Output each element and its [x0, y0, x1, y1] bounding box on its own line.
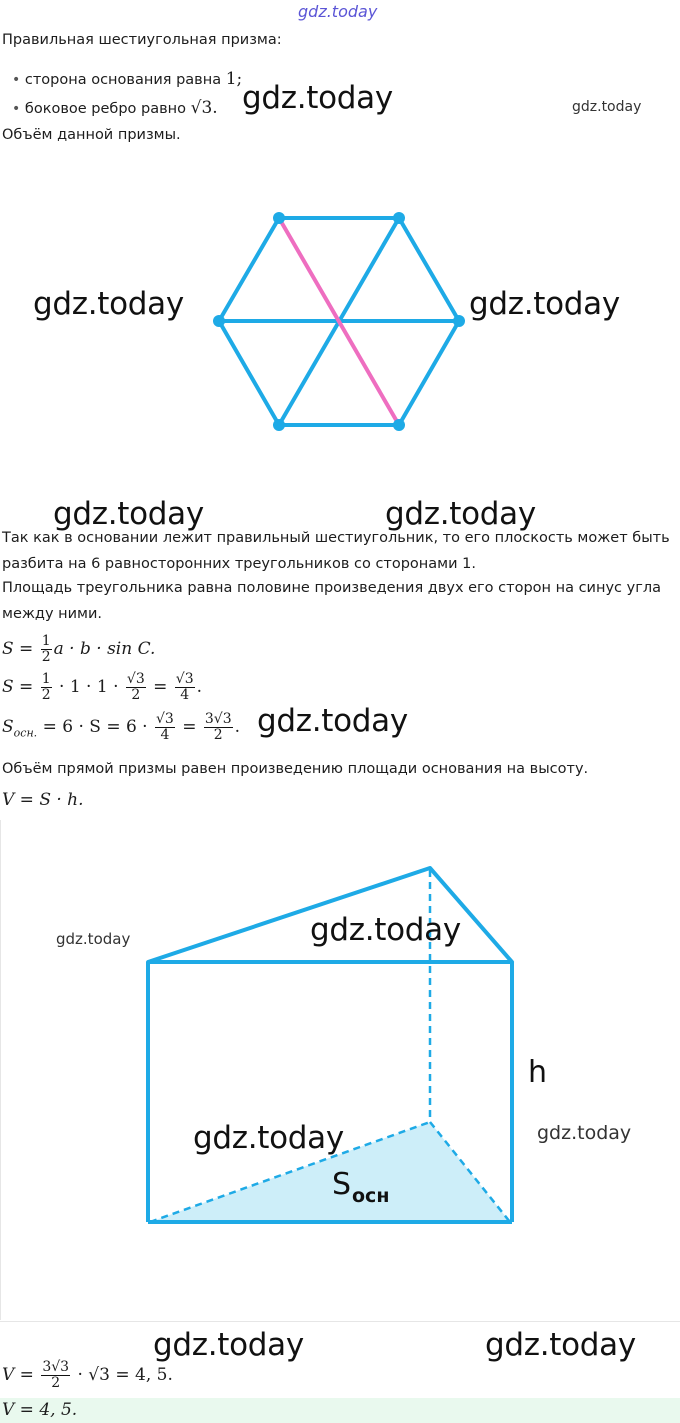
watermark: gdz.today [53, 496, 204, 532]
watermark: gdz.today [469, 286, 620, 322]
figure-bottom-border [0, 1321, 680, 1322]
watermark: gdz.today [257, 703, 408, 739]
solution-para-2-line-2: между ними. [2, 606, 103, 622]
watermark: gdz.today [385, 496, 536, 532]
vertex-point [453, 315, 465, 327]
bullet-item-1 [12, 69, 242, 90]
watermark: gdz.today [193, 1120, 344, 1156]
bullet-1-value: 1; [225, 69, 243, 89]
question-text: Объём данной призмы. [2, 127, 181, 143]
bullet-dot: • [12, 72, 21, 88]
bullet-2-text: боковое ребро равно [24, 101, 191, 117]
formula-triangle-area: S = $\frac{1}{2}$ a · b · sin C. [2, 633, 156, 665]
watermark: gdz.today [33, 286, 184, 322]
watermark: gdz.today [153, 1327, 304, 1363]
solution-para-3: Объём прямой призмы равен произведению площади основания на высоту. [2, 761, 589, 777]
watermark-small: gdz.today [572, 99, 642, 115]
solution-para-1-line-2: разбита на 6 равносторонних треугольников со сторонами 1. [2, 556, 476, 572]
watermark-small: gdz.today [56, 930, 131, 948]
formula-volume: V = S · h. [2, 790, 84, 810]
bullet-1-text: сторона основания равна [24, 72, 226, 88]
prism-figure [0, 820, 680, 1320]
formula-base-area: $S_{осн.} = 6 \cdot S = 6$ · $\frac{√3}{4}$ = $\frac{3√3}{2}$ . [2, 711, 241, 743]
bullet-item-2 [12, 98, 218, 119]
vertex-point [273, 212, 285, 224]
problem-title: Правильная шестиугольная призма: [2, 32, 282, 48]
formula-final-volume: V = $\frac{3√3}{2}$ · √3 = 4, 5. [2, 1359, 173, 1391]
answer-text: V = 4, 5. [2, 1400, 78, 1420]
base-area-label: S [332, 1167, 352, 1202]
solution-para-1-line-1: Так как в основании лежит правильный шестиугольник, то его плоскость может быть [2, 530, 670, 546]
hexagon-figure [0, 200, 680, 445]
answer-box [0, 1398, 680, 1423]
height-label: h [528, 1055, 548, 1090]
watermark: gdz.today [310, 912, 461, 948]
watermark: gdz.today [485, 1327, 636, 1363]
vertex-point [393, 419, 405, 431]
watermark: gdz.today [242, 80, 393, 116]
bullet-2-value: √3. [190, 98, 218, 118]
vertex-point [213, 315, 225, 327]
watermark-small: gdz.today [537, 1122, 632, 1144]
top-watermark: gdz.today [298, 2, 378, 21]
vertex-point [393, 212, 405, 224]
vertex-point [273, 419, 285, 431]
solution-para-2-line-1: Площадь треугольника равна половине произведения двух его сторон на синус угла [2, 580, 661, 596]
base-area-subscript: осн [352, 1185, 390, 1207]
formula-triangle-area-value: S = $\frac{1}{2}$ · 1 · 1 · $\frac{√3}{2}$ = $\frac{√3}{4}$ . [2, 671, 203, 703]
bullet-dot: • [12, 101, 21, 117]
